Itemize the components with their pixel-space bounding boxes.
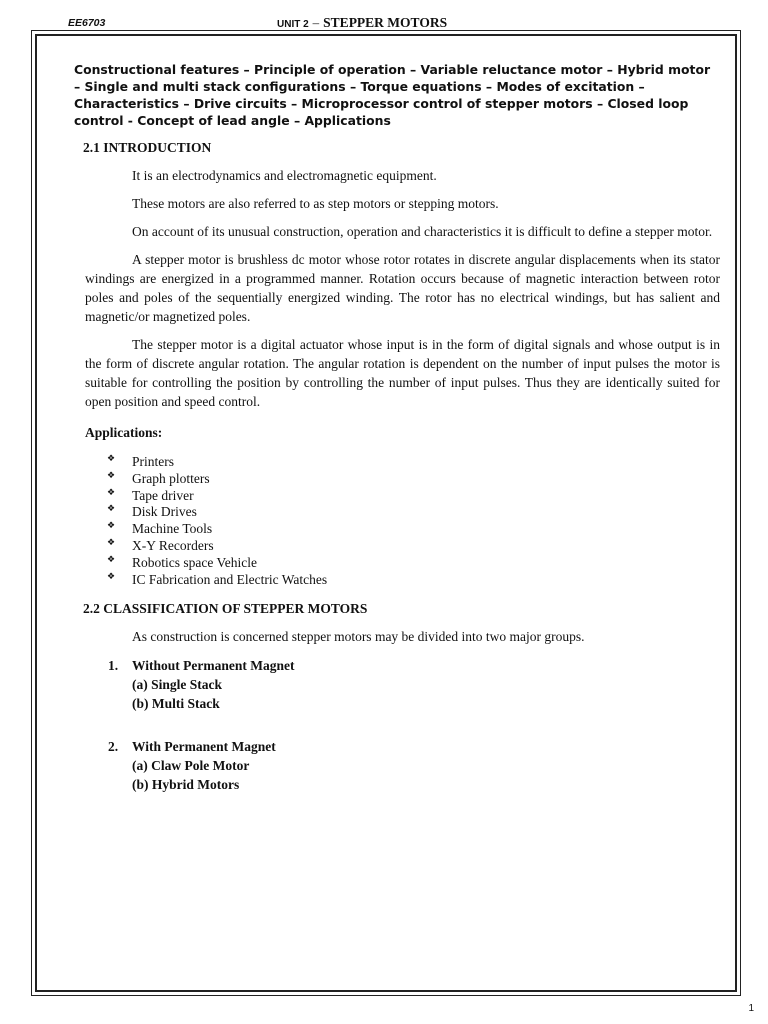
list-item: ❖ Machine Tools — [107, 521, 720, 538]
unit-name: STEPPER MOTORS — [323, 15, 448, 30]
diamond-bullet-icon: ❖ — [107, 537, 116, 548]
diamond-bullet-icon: ❖ — [107, 504, 116, 515]
list-item: ❖ X-Y Recorders — [107, 538, 720, 555]
diamond-bullet-icon: ❖ — [107, 521, 116, 532]
intro-paragraph: It is an electrodynamics and electromagnetic equipment. — [132, 168, 437, 183]
classification-paragraph: As construction is concerned stepper motors may be divided into two major groups. — [132, 629, 585, 645]
group-without-permanent-magnet — [108, 656, 720, 713]
diamond-bullet-icon: ❖ — [107, 487, 116, 498]
sub-item: (a) Claw Pole Motor — [132, 758, 250, 774]
sub-item: (b) Multi Stack — [132, 696, 220, 712]
classification-groups — [74, 656, 720, 794]
diamond-bullet-icon: ❖ — [107, 454, 116, 464]
page-number: 1 — [748, 1003, 754, 1014]
diamond-bullet-icon: ❖ — [107, 554, 116, 565]
intro-paragraph: On account of its unusual construction, operation and characteristics it is difficult to define a stepper motor. — [132, 224, 713, 239]
page-content — [74, 61, 720, 794]
list-item: ❖ Tape driver — [107, 488, 720, 505]
group-number: 1. — [108, 658, 119, 674]
syllabus-topics: Constructional features – Principle of operation – Variable reluctance motor – Hybrid motor – Single and multi stack configurations – Torque equations – Modes of excitation – Characteristics – Drive circuits – Microprocessor control of stepper motors – Closed loop control - Concept of lead angle – Applications — [74, 62, 711, 128]
list-item: ❖ IC Fabrication and Electric Watches — [107, 572, 720, 589]
section-heading-classification: 2.2 CLASSIFICATION OF STEPPER MOTORS — [83, 601, 368, 617]
intro-paragraph: These motors are also referred to as step motors or stepping motors. — [132, 196, 499, 211]
sub-item: (a) Single Stack — [132, 677, 223, 693]
unit-label: UNIT 2 — [277, 19, 309, 30]
intro-paragraph: The stepper motor is a digital actuator whose input is in the form of digital signals and whose output is in the form of discrete angular rotation. The angular rotation is dependent on the number of input pulses the motor is suitable for controlling the position by controlling the number of input pulses. Thus they are identically suited for open position and speed control. — [85, 337, 720, 409]
diamond-bullet-icon: ❖ — [107, 571, 116, 582]
group-title: With Permanent Magnet — [132, 739, 276, 755]
group-with-permanent-magnet — [108, 737, 720, 794]
applications-list — [107, 454, 720, 588]
list-item: ❖ Printers — [107, 454, 720, 471]
list-item: ❖ Graph plotters — [107, 471, 720, 488]
diamond-bullet-icon: ❖ — [107, 470, 116, 481]
list-item: ❖ Robotics space Vehicle — [107, 555, 720, 572]
sub-item: (b) Hybrid Motors — [132, 777, 240, 793]
group-spacer — [74, 713, 720, 737]
group-number: 2. — [108, 739, 119, 755]
list-item: ❖ Disk Drives — [107, 504, 720, 521]
unit-dash: – — [312, 15, 320, 30]
group-title: Without Permanent Magnet — [132, 658, 295, 674]
intro-paragraph: A stepper motor is brushless dc motor whose rotor rotates in discrete angular displacements when its stator windings are energized in a programmed manner. Rotation occurs because of magnetic interaction between rotor poles and poles of the sequentially energized winding. The rotor has no electrical windings, but has salient and magnetic/or magnetized poles. — [85, 252, 720, 324]
applications-heading: Applications: — [85, 425, 163, 440]
section-heading-introduction: 2.1 INTRODUCTION — [83, 140, 212, 155]
course-code: EE6703 — [68, 17, 106, 29]
